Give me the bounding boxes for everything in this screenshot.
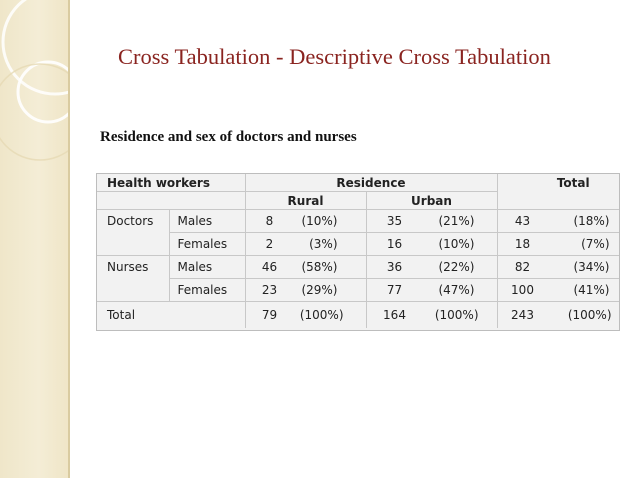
total-percent: (18%) [573,214,610,228]
header-health-workers: Health workers [97,174,245,192]
row-group-label [97,233,169,256]
total-cell [497,302,619,329]
header-residence: Residence [245,174,497,192]
total-count: 100 [511,283,534,297]
header-urban: Urban [366,192,497,210]
table-row [97,210,619,233]
table-total-row [97,302,619,329]
table-row [97,233,619,256]
total-count: 82 [514,260,531,274]
table-caption: Residence and sex of doctors and nurses [100,129,357,145]
rural-count: 8 [265,214,274,228]
urban-count: 16 [386,237,403,251]
total-percent: (34%) [573,260,610,274]
rural-percent: (3%) [309,237,338,251]
decorative-sidebar [0,0,70,478]
row-sex-label: Males [169,256,245,279]
urban-count: 35 [386,214,403,228]
rural-cell [245,233,366,256]
total-cell [497,210,619,233]
total-count: 18 [514,237,531,251]
row-group-label: Nurses [97,256,169,279]
urban-cell [366,256,497,279]
urban-count: 164 [383,308,406,322]
header-rural: Rural [245,192,366,210]
urban-cell [366,233,497,256]
table-row [97,256,619,279]
cross-tab-grid [97,174,619,328]
total-count: 43 [514,214,531,228]
urban-percent: (21%) [438,214,475,228]
rural-cell [245,302,366,329]
row-sex-label: Females [169,279,245,302]
urban-percent: (100%) [434,308,479,322]
sidebar-edge-line [68,0,70,478]
rural-cell [245,256,366,279]
urban-count: 36 [386,260,403,274]
rural-count: 79 [261,308,278,322]
header-blank [97,192,245,210]
urban-count: 77 [386,283,403,297]
slide-title: Cross Tabulation - Descriptive Cross Tabulation [118,44,551,69]
urban-cell [366,210,497,233]
rural-cell [245,210,366,233]
rural-percent: (29%) [301,283,338,297]
total-percent: (7%) [581,237,610,251]
rural-percent: (100%) [299,308,344,322]
table-row [97,279,619,302]
total-row-label: Total [97,302,245,329]
total-cell [497,256,619,279]
header-total [497,174,619,210]
row-sex-label: Males [169,210,245,233]
total-percent: (41%) [573,283,610,297]
urban-percent: (47%) [438,283,475,297]
rural-percent: (10%) [301,214,338,228]
row-group-label [97,279,169,302]
urban-cell [366,302,497,329]
row-sex-label: Females [169,233,245,256]
total-count: 243 [511,308,534,322]
total-percent: (100%) [567,308,612,322]
total-cell [497,279,619,302]
rural-count: 2 [265,237,274,251]
urban-percent: (22%) [438,260,475,274]
cross-tabulation-table [96,173,620,331]
urban-percent: (10%) [438,237,475,251]
header-total-label: Total [556,176,590,190]
rural-cell [245,279,366,302]
total-cell [497,233,619,256]
rural-count: 46 [261,260,278,274]
rural-percent: (58%) [301,260,338,274]
decorative-rings-graphic [0,0,70,478]
urban-cell [366,279,497,302]
rural-count: 23 [261,283,278,297]
row-group-label: Doctors [97,210,169,233]
